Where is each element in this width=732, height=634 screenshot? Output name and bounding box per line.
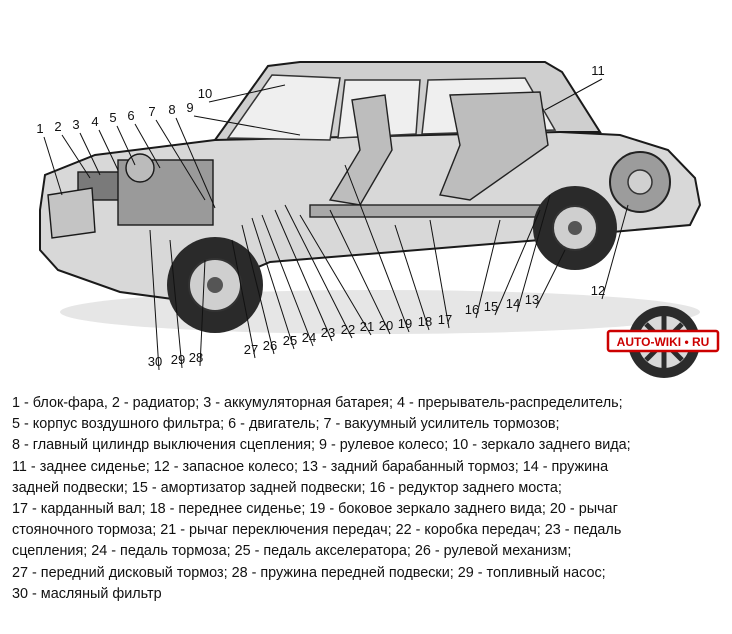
legend-line: сцепления; 24 - педаль тормоза; 25 - педаль акселератора; 26 - рулевой механизм; [12, 543, 572, 560]
callout-number: 7 [148, 104, 156, 119]
callout-number: 21 [359, 319, 375, 334]
callout-number: 4 [91, 114, 99, 129]
legend-line: 30 - масляный фильтр [12, 585, 162, 602]
callout-number: 16 [464, 302, 480, 317]
legend-line: задней подвески; 15 - амортизатор задней подвески; 16 - редуктор заднего моста; [12, 479, 562, 496]
rear-wheel [533, 186, 617, 270]
callout-number: 14 [505, 296, 521, 311]
callout-number: 27 [243, 342, 259, 357]
legend-line: 11 - заднее сиденье; 12 - запасное колесо; 13 - задний барабанный тормоз; 14 - пружина [12, 458, 609, 475]
callout-number: 2 [54, 119, 62, 134]
spare-wheel [610, 152, 670, 212]
callout-number: 17 [437, 312, 453, 327]
callout-number: 30 [147, 354, 163, 369]
callout-number: 15 [483, 299, 499, 314]
legend-line: 1 - блок-фара, 2 - радиатор; 3 - аккумуляторная батарея; 4 - прерыватель-распределитель; [12, 395, 623, 411]
auto-wiki-logo [604, 300, 722, 386]
legend-line: 17 - карданный вал; 18 - переднее сиденье; 19 - боковое зеркало заднего вида; 20 - рычаг [12, 501, 618, 518]
callout-number: 8 [168, 102, 176, 117]
callout-number: 23 [320, 325, 336, 340]
legend-line: 8 - главный цилиндр выключения сцепления; 9 - рулевое колесо; 10 - зеркало заднего вида; [12, 437, 631, 454]
callout-number: 24 [301, 330, 317, 345]
callout-number: 1 [36, 121, 44, 136]
callout-number: 11 [591, 63, 605, 78]
callout-number: 12 [590, 283, 606, 298]
callout-number: 28 [188, 350, 204, 365]
legend-line: 27 - передний дисковый тормоз; 28 - пружина передней подвески; 29 - топливный насос; [12, 564, 606, 581]
callout-number: 3 [72, 117, 80, 132]
callout-number: 22 [340, 322, 356, 337]
legend-line: 5 - корпус воздушного фильтра; 6 - двигатель; 7 - вакуумный усилитель тормозов; [12, 416, 560, 433]
callout-number: 25 [282, 333, 298, 348]
callout-number: 26 [262, 338, 278, 353]
callout-number: 13 [524, 292, 540, 307]
callout-number: 19 [397, 316, 413, 331]
callout-number: 29 [170, 352, 186, 367]
wheel-icon [604, 300, 722, 386]
callout-number: 5 [109, 110, 117, 125]
callout-number: 10 [197, 86, 213, 101]
watermark-text: AUTO-WIKI • RU [616, 335, 710, 349]
headlamp-unit [48, 188, 95, 238]
callout-number: 18 [417, 314, 433, 329]
legend-line: стояночного тормоза; 21 - рычаг переключения передач; 22 - коробка передач; 23 - педаль [12, 522, 622, 539]
callout-number: 20 [378, 318, 394, 333]
callout-number: 9 [186, 100, 194, 115]
callout-number: 6 [127, 108, 135, 123]
driveshaft [310, 205, 540, 217]
air-filter-housing [126, 154, 154, 182]
parts-legend [12, 393, 724, 605]
